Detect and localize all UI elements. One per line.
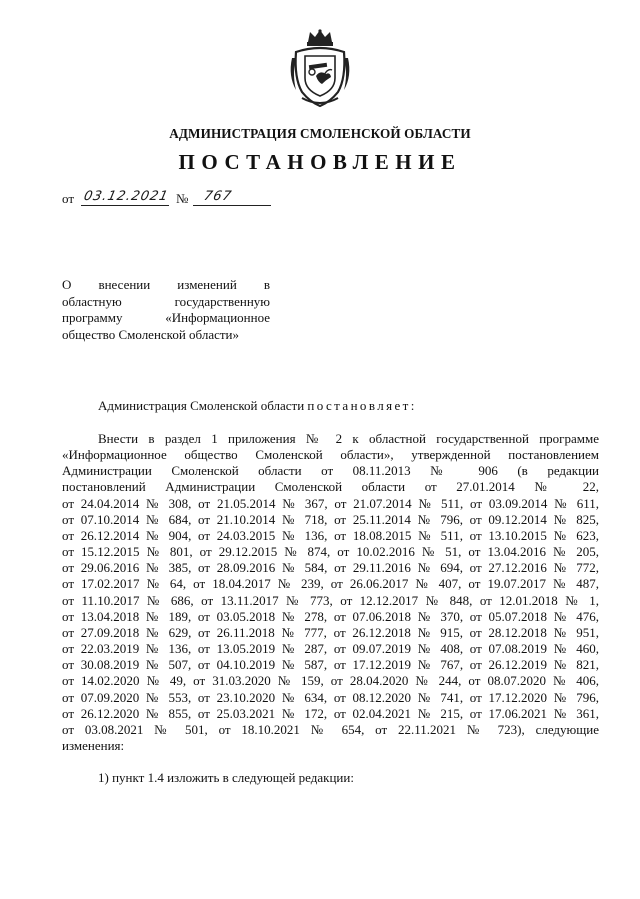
body-line: «Информационное общество Смоленской области», утвержденной постановлением [62, 447, 599, 463]
preamble-text: Администрация Смоленской области [98, 398, 308, 413]
document-subject [62, 277, 270, 343]
coat-of-arms-icon [288, 28, 352, 108]
body-line: постановлений Администрации Смоленской области от 27.01.2014 № 22, [62, 479, 599, 495]
handwritten-date: 03.12.2021 [82, 189, 171, 204]
body-line: изменения: [62, 737, 125, 753]
decree-title: ПОСТАНОВЛЕНИЕ [178, 150, 462, 174]
body-line: от 30.08.2019 № 507, от 04.10.2019 № 587, от 17.12.2019 № 767, от 26.12.2019 № 821, [62, 657, 599, 673]
handwritten-number: 767 [202, 189, 234, 204]
body-line: от 11.10.2017 № 686, от 13.11.2017 № 773, от 12.12.2017 № 848, от 12.01.2018 № 1, [62, 592, 599, 608]
subject-line: общество Смоленской области» [62, 326, 239, 342]
subject-line: программу «Информационное [62, 310, 270, 326]
dateline [62, 190, 302, 210]
number-underline [193, 205, 271, 206]
subject-line: О внесении изменений в [62, 277, 270, 292]
body-line: от 26.12.2020 № 855, от 25.03.2021 № 172, от 02.04.2021 № 215, от 17.06.2021 № 361, [62, 705, 599, 721]
preamble-decrees-word: постановляет: [307, 398, 417, 413]
body-line: Администрации Смоленской области от 08.11.2013 № 906 (в редакции [62, 463, 599, 479]
body-line: от 17.02.2017 № 64, от 18.04.2017 № 239, от 26.06.2017 № 407, от 19.07.2017 № 487, [62, 576, 599, 592]
body-line: от 26.12.2014 № 904, от 24.03.2015 № 136, от 18.08.2015 № 511, от 13.10.2015 № 623, [62, 527, 599, 543]
body-line: от 29.06.2016 № 385, от 28.09.2016 № 584, от 29.11.2016 № 694, от 27.12.2016 № 772, [62, 560, 599, 576]
number-label: № [176, 191, 189, 206]
body-line: от 14.02.2020 № 49, от 31.03.2020 № 159, от 28.04.2020 № 244, от 08.07.2020 № 406, [62, 673, 599, 689]
body-line: от 07.10.2014 № 684, от 21.10.2014 № 718, от 25.11.2014 № 796, от 09.12.2014 № 825, [62, 511, 599, 527]
body-line: от 24.04.2014 № 308, от 21.05.2014 № 367, от 21.07.2014 № 511, от 03.09.2014 № 611, [62, 495, 599, 511]
main-paragraph [62, 431, 599, 754]
body-line: от 27.09.2018 № 629, от 26.11.2018 № 777, от 26.12.2018 № 915, от 28.12.2018 № 951, [62, 624, 599, 640]
body-line: от 15.12.2015 № 801, от 29.12.2015 № 874, от 10.02.2016 № 51, от 13.04.2016 № 205, [62, 544, 599, 560]
body-line: от 03.08.2021 № 501, от 18.10.2021 № 654, от 22.11.2021 № 723), следующие [62, 721, 599, 737]
body-line: от 13.04.2018 № 189, от 03.05.2018 № 278, от 07.06.2018 № 370, от 05.07.2018 № 476, [62, 608, 599, 624]
date-underline [81, 205, 169, 206]
date-from-label: от [62, 191, 75, 206]
body-line: от 07.09.2020 № 553, от 23.10.2020 № 634, от 08.12.2020 № 741, от 17.12.2020 № 796, [62, 689, 599, 705]
subject-line: областную государственную [62, 293, 270, 309]
body-line: от 22.03.2019 № 136, от 13.05.2019 № 287, от 09.07.2019 № 408, от 07.08.2019 № 460, [62, 641, 599, 657]
organization-name: АДМИНИСТРАЦИЯ СМОЛЕНСКОЙ ОБЛАСТИ [169, 126, 471, 141]
preamble-paragraph [98, 398, 417, 414]
body-line: Внести в раздел 1 приложения № 2 к областной государственной программе [98, 431, 599, 446]
amendment-item-1: 1) пункт 1.4 изложить в следующей редакции: [98, 770, 354, 785]
